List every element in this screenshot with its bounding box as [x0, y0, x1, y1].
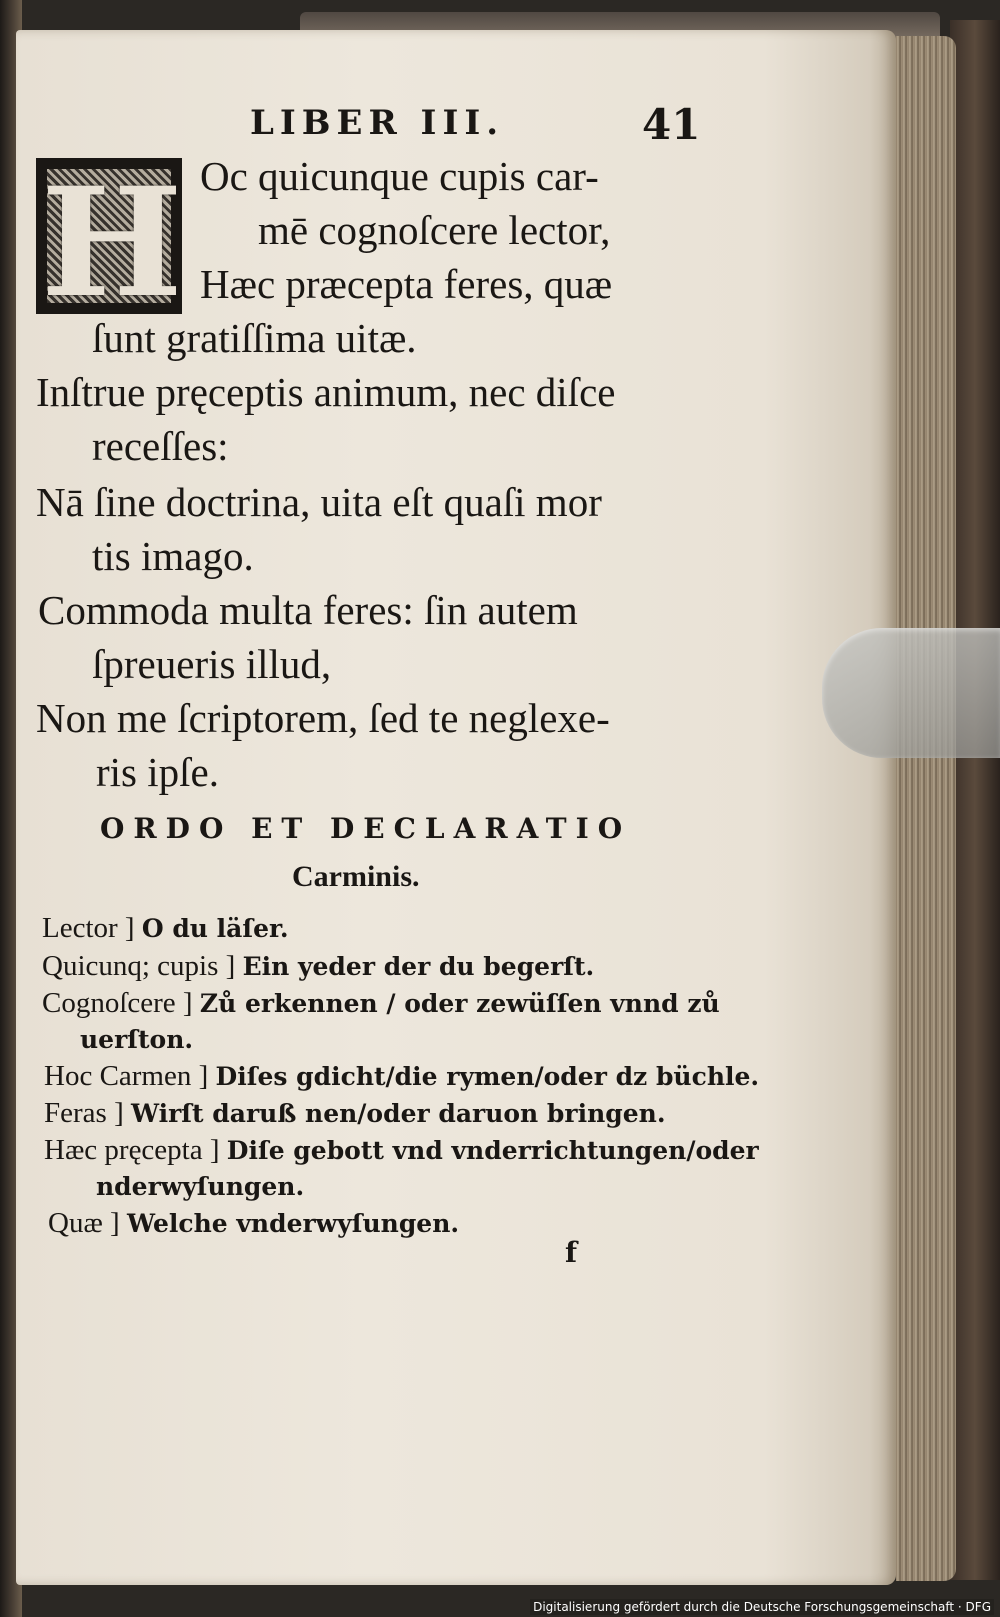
- verse-line: receſſes:: [92, 423, 229, 469]
- gloss-translation: Wirſt daruß nen/oder daruon bringen.: [130, 1099, 666, 1128]
- verse-line: ſunt gratiſſima uitæ.: [92, 315, 417, 361]
- gloss-entry: [96, 1170, 304, 1203]
- gloss-term: Hoc Carmen ]: [44, 1060, 209, 1092]
- verse-line: mē cognoſcere lector,: [258, 207, 611, 253]
- gloss-term: Lector ]: [42, 912, 135, 944]
- initial-letter: H: [41, 155, 183, 331]
- signature-mark: f: [565, 1236, 578, 1269]
- verse-line: Oc quicunque cupis car-: [200, 153, 599, 199]
- verse-line: Inſtrue pręceptis animum, nec diſce: [36, 369, 616, 415]
- verse-line: ris ipſe.: [96, 749, 219, 795]
- gloss-entry: [42, 950, 594, 983]
- gloss-translation: Zů erkennen / oder zewüſſen vnnd zů: [199, 989, 720, 1018]
- verse-line: Commoda multa feres: ſin autem: [38, 587, 578, 633]
- running-title: LIBER III.: [250, 103, 505, 143]
- gloss-entry: [42, 987, 720, 1020]
- gloss-translation: Diſes gdicht/die rymen/oder dz büchle.: [215, 1062, 760, 1091]
- verse-line: Hæc præcepta feres, quæ: [200, 261, 613, 307]
- gloss-translation: Ein yeder der du begerſt.: [242, 952, 595, 981]
- verse-line: tis imago.: [92, 533, 254, 579]
- section-subtitle: Carminis.: [292, 860, 420, 893]
- gloss-term: Quicunq; cupis ]: [42, 950, 236, 982]
- gloss-entry: [44, 1060, 759, 1093]
- book-back-cover: [950, 20, 1000, 1580]
- gloss-term: Cognoſcere ]: [42, 987, 193, 1019]
- gloss-term: Hæc pręcepta ]: [44, 1134, 220, 1166]
- page-clip: [822, 628, 1000, 758]
- gloss-translation: nderwyſungen.: [96, 1172, 305, 1201]
- gloss-translation: Welche vnderwyſungen.: [126, 1209, 460, 1238]
- digitization-credit: Digitalisierung gefördert durch die Deutsche Forschungsgemeinschaft · DFG: [530, 1599, 994, 1615]
- decorated-initial: [36, 155, 183, 331]
- verse-line: ſpreueris illud,: [92, 641, 332, 687]
- page-edges: [896, 36, 956, 1581]
- gloss-term: Feras ]: [44, 1097, 124, 1129]
- gloss-term: Quæ ]: [48, 1207, 120, 1239]
- verse-line: Nā ſine doctrina, uita eſt quaſi mor: [36, 479, 602, 525]
- page-number: 41: [642, 100, 701, 149]
- gloss-translation: O du läſer.: [141, 914, 289, 943]
- gloss-translation: Diſe gebott vnd vnderrichtungen/oder: [226, 1136, 759, 1165]
- gloss-entry: [44, 1134, 759, 1167]
- gloss-translation: uerſton.: [80, 1025, 194, 1054]
- section-title: ORDO ET DECLARATIO: [100, 812, 632, 845]
- gloss-entry: [44, 1097, 666, 1130]
- gloss-entry: [48, 1207, 459, 1240]
- gloss-entry: [80, 1023, 193, 1056]
- verse-line: Non me ſcriptorem, ſed te neglexe-: [36, 695, 610, 741]
- gloss-entry: [42, 912, 289, 945]
